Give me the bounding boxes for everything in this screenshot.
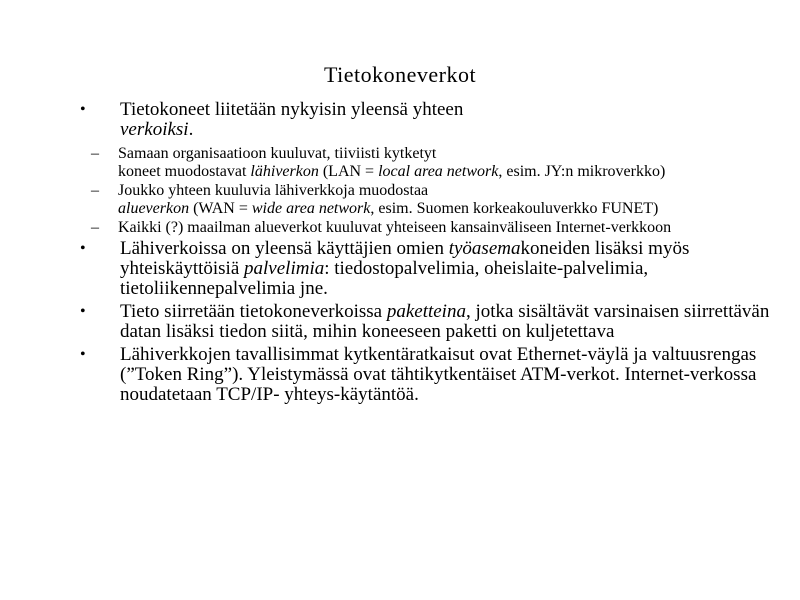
term-palvelimia: palvelimia <box>244 258 325 279</box>
bullet-text-end: . <box>188 119 194 140</box>
term-wide-area-network: wide area network <box>251 200 371 217</box>
sub-bullet-text: koneet muodostavat <box>118 163 251 180</box>
bullet-text: Lähiverkkojen tavallisimmat kytkentäratkaisut ovat Ethernet-väylä ja valtuusrengas (”Token Ring”). Yleistymässä ovat tähtikytkentäiset ATM-verkot. Internet-verkossa noudatetaan TCP/IP- yhteys-käytäntöä. <box>120 344 757 405</box>
sub-bullet-item <box>70 182 770 218</box>
sub-bullet-marker: – <box>91 145 99 162</box>
sub-bullet-item <box>70 219 770 237</box>
bullet-marker: • <box>80 240 86 257</box>
bullet-marker: • <box>80 101 86 118</box>
bullet-item <box>70 100 770 140</box>
bullet-marker: • <box>80 303 86 320</box>
bullet-item <box>70 239 770 299</box>
bullet-text: koneiden lisäksi myös yhteiskäyttöisiä <box>120 238 690 279</box>
sub-bullet-text: , esim. Suomen korkeakouluverkko FUNET) <box>370 200 659 217</box>
sub-bullet-marker: – <box>91 182 99 199</box>
bullet-marker: • <box>80 346 86 363</box>
bullet-text: : tiedostopalvelimia, oheislaite-palvelimia, tietoliikennepalvelimia jne. <box>120 258 649 299</box>
bullet-item <box>70 345 770 405</box>
bullet-text: Lähiverkoissa on yleensä käyttäjien omien <box>120 238 449 259</box>
term-paketteina: paketteina <box>386 301 466 322</box>
term-lahiverkon: lähiverkon <box>250 163 319 180</box>
slide-title: Tietokoneverkot <box>323 62 477 87</box>
sub-bullet-text: , esim. JY:n mikroverkko) <box>498 163 666 180</box>
sub-bullet-text: (WAN = <box>189 200 252 217</box>
sub-bullet-text: Joukko yhteen kuuluvia lähiverkkoja muodostaa <box>118 182 429 199</box>
bullet-text: Tietokoneet liitetään nykyisin yleensä yhteen <box>120 99 464 120</box>
bullet-list <box>70 100 770 408</box>
bullet-text: , jotka sisältävät varsinaisen siirrettävän datan lisäksi tiedon siitä, mihin koneeseen paketti on kuljetettava <box>120 301 770 342</box>
sub-bullet-marker: – <box>91 219 99 236</box>
term-local-area-network: local area network <box>378 163 499 180</box>
sub-bullet-list <box>70 145 770 237</box>
sub-bullet-text: Samaan organisaatioon kuuluvat, tiiviisti kytketyt <box>118 145 437 162</box>
term-tyoasema: työasema <box>448 238 521 259</box>
term-verkoiksi: verkoiksi <box>120 119 189 140</box>
bullet-text: Tieto siirretään tietokoneverkoissa <box>120 301 387 322</box>
sub-bullet-item <box>70 145 770 181</box>
sub-bullet-text: Kaikki (?) maailman alueverkot kuuluvat yhteiseen kansainväliseen Internet-verkkoon <box>118 219 672 236</box>
sub-bullet-text: (LAN = <box>318 163 379 180</box>
bullet-item <box>70 302 770 342</box>
term-alueverkon: alueverkon <box>118 200 190 217</box>
